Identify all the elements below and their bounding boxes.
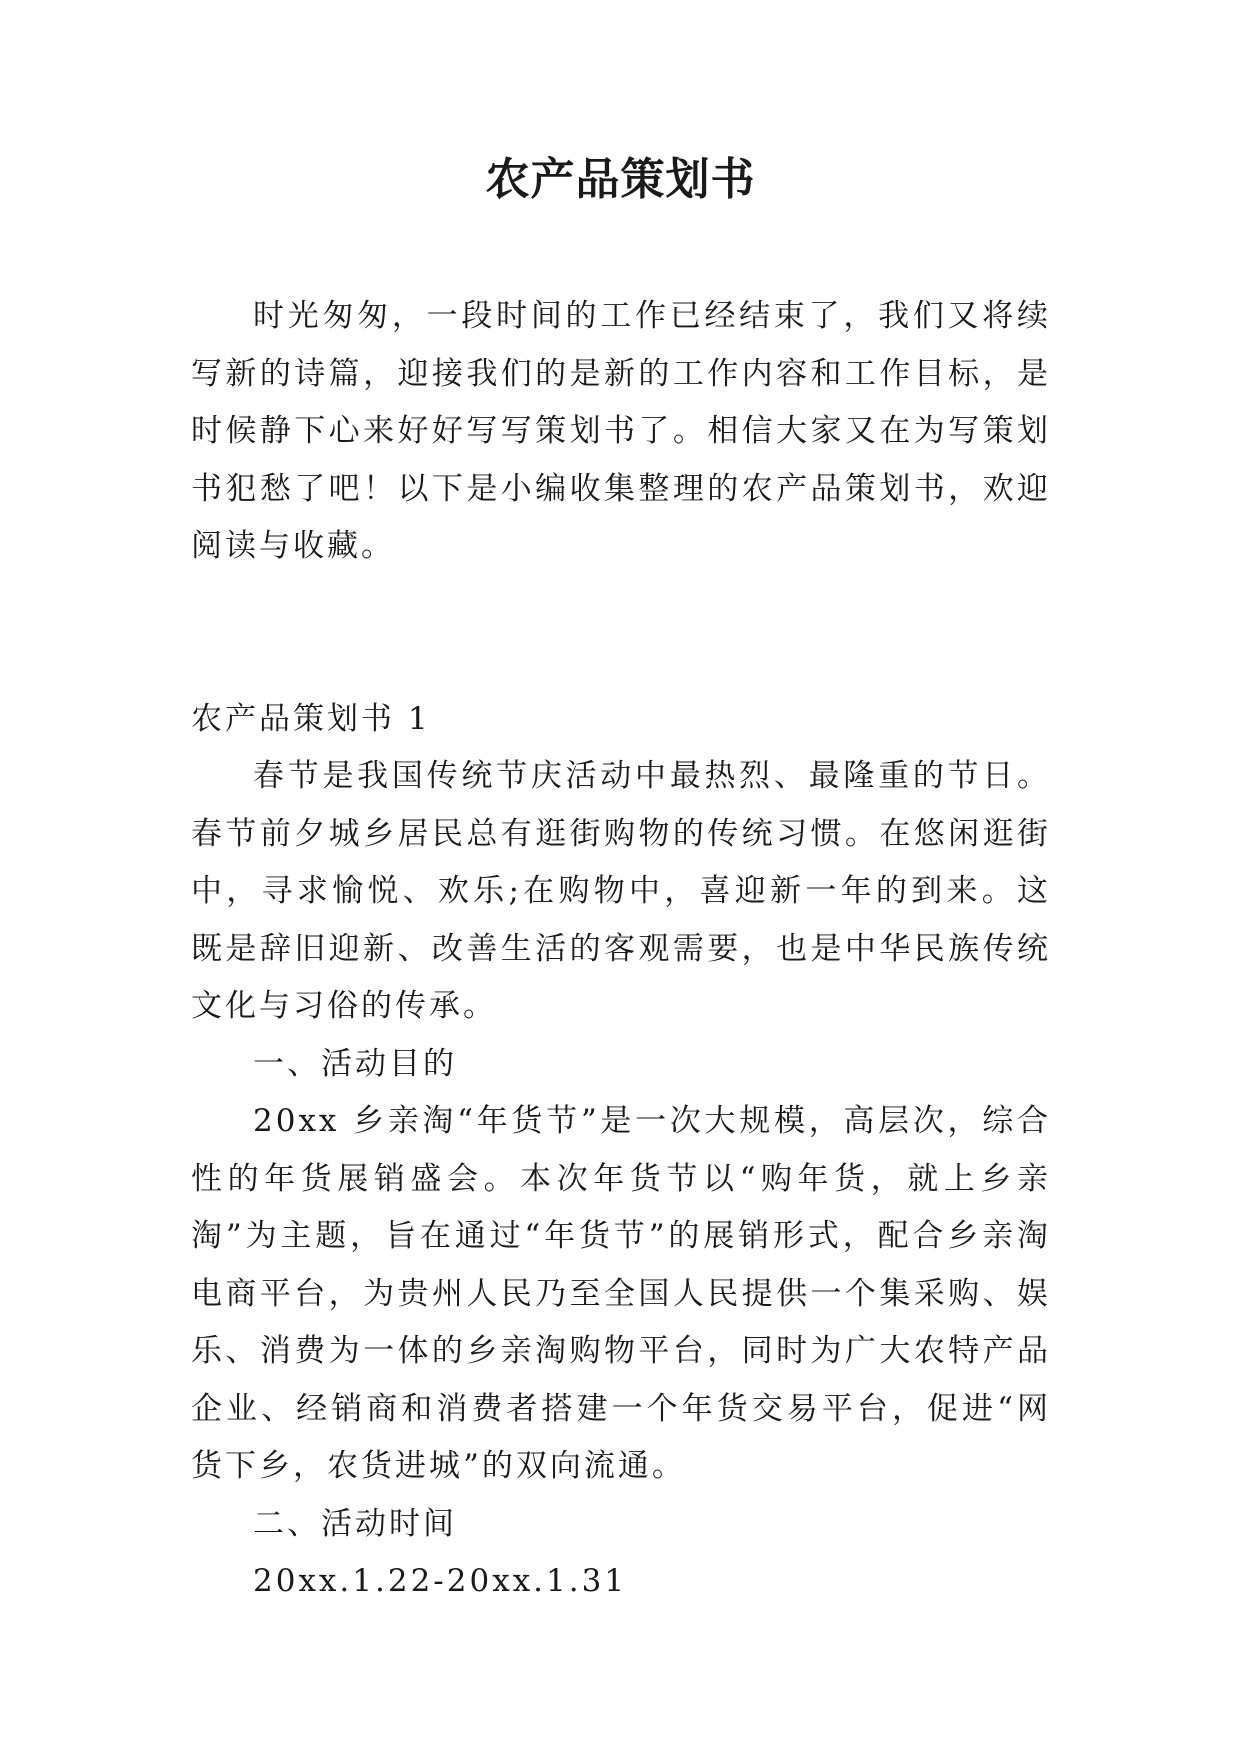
body-paragraph: 春节是我国传统节庆活动中最热烈、最隆重的节日。春节前夕城乡居民总有逛街购物的传统习惯。在悠闲逛街中，寻求愉悦、欢乐;在购物中，喜迎新一年的到来。这既是辞旧迎新、改善生活的客观需要，也是中华民族传统文化与习俗的传承。 — [191, 758, 1051, 1024]
body-paragraph: 20xx 乡亲淘“年货节”是一次大规模，高层次，综合性的年货展销盛会。本次年货节以“购年货，就上乡亲淘”为主题，旨在通过“年货节”的展销形式，配合乡亲淘电商平台，为贵州人民乃至全国人民提供一个集采购、娱乐、消费为一体的乡亲淘购物平台，同时为广大农特产品企业、经销商和消费者搭建一个年货交易平台，促进“网货下乡，农货进城”的双向流通。 — [191, 1103, 1051, 1484]
section-title: 农产品策划书 1 — [191, 700, 431, 737]
body-paragraph: 20xx.1.22-20xx.1.31 — [253, 1563, 628, 1599]
spacer — [191, 576, 1051, 634]
document-body — [191, 288, 1051, 1611]
intro-paragraph: 时光匆匆，一段时间的工作已经结束了，我们又将续写新的诗篇，迎接我们的是新的工作内容和工作目标，是时候静下心来好好写写策划书了。相信大家又在为写策划书犯愁了吧！以下是小编收集整理的农产品策划书，欢迎阅读与收藏。 — [191, 298, 1051, 564]
spacer — [191, 633, 1051, 691]
subheading-time: 二、活动时间 — [253, 1505, 457, 1542]
document-title: 农产品策划书 — [485, 154, 756, 205]
subheading-purpose: 一、活动目的 — [253, 1045, 457, 1082]
